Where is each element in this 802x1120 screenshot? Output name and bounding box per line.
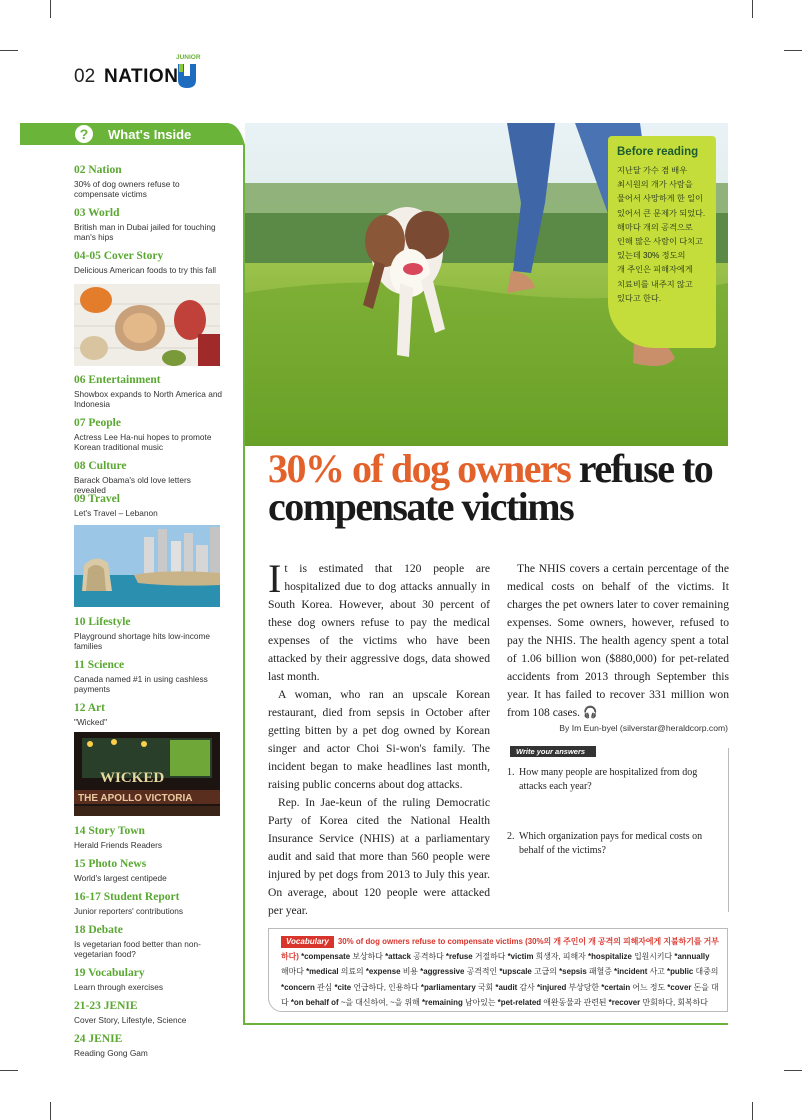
toc-item[interactable]: 06 Entertainment Showbox expands to North America and Indonesia xyxy=(74,374,223,409)
question-item: 2. Which organization pays for medical costs on behalf of the victims? xyxy=(507,831,703,856)
toc-item[interactable]: 21-23 JENIE Cover Story, Lifestyle, Science xyxy=(74,1000,187,1025)
toc-item[interactable]: 03 World British man in Dubai jailed for touching man's hips xyxy=(74,207,216,242)
before-reading-text: 지난달 가수 겸 배우 최시원의 개가 사람을 물어서 사망하게 한 일이 있어서 큰 문제가 되었다. 해마다 개의 공격으로 인해 많은 사람이 다치고 있는데 30% 정도의 개 주인은 피해자에게 치료비를 내주지 않고 있다고 한다. xyxy=(617,166,706,303)
vocab-entry: *victim 희생자, 피해자 xyxy=(507,952,586,962)
toc-item[interactable]: 18 Debate Is vegetarian food better than non-vegetarian food? xyxy=(74,924,201,959)
vocabulary-title: 30% of dog owners refuse to compensate victims xyxy=(337,937,523,946)
crop-mark xyxy=(0,1070,18,1071)
vocab-entry: *certain 어느 정도 xyxy=(601,982,666,992)
vocab-entry: *pet-related 애완동물과 관련된 xyxy=(497,997,607,1007)
svg-text:WICKED: WICKED xyxy=(100,770,165,786)
vocab-entry: *concern 관심 xyxy=(281,982,333,992)
before-reading-box xyxy=(608,136,716,348)
vocab-entry: *cover 돈을 대다 xyxy=(281,982,719,1007)
vocabulary-box: Vocabulary 30% of dog owners refuse to compensate victims (30%의 개 주인이 개 공격의 피해자에게 지불하기를 거부하다) *compensate 보상하다 *attack 공격하다 *refuse 거절하다 *victim 희생자, 피해자 *hospitalize 입원시키다 *annually 해마다 *medical 의료의 *expense 비용 *aggressive 공격적인 *upscale 고급의 *sepsis 패혈증 *incident 사고 *public 대중의 *concern 관심 *cite 언급하다, 인용하다 *parliamentary 국회 *audit 감사 *injured 부상당한 *certain 어느 정도 *cover 돈을 대다 *on behalf of ~을 대신하여, ~을 위해 *remaining 남아있는 *pet-related 애완동물과 관련된 *recover 만회하다, 회복하다 xyxy=(268,928,728,1012)
toc-item[interactable]: 08 Culture Barack Obama's old love letters revealed xyxy=(74,460,191,495)
lebanon-thumbnail xyxy=(74,525,220,607)
crop-mark xyxy=(752,1102,753,1120)
crop-mark xyxy=(50,0,51,18)
toc-item[interactable]: 15 Photo News World's largest centipede xyxy=(74,858,167,883)
vocab-entry: *sepsis 패혈증 xyxy=(559,967,612,977)
food-thumbnail xyxy=(74,284,220,366)
before-reading-heading: Before reading xyxy=(617,146,699,158)
article-headline: 30% of dog owners refuse to compensate victims xyxy=(268,446,713,529)
write-answers-label: Write your answers xyxy=(510,746,596,757)
vocab-entry: *cite 언급하다, 인용하다 xyxy=(334,982,419,992)
junior-logo xyxy=(170,50,204,92)
vocab-entry: *upscale 고급의 xyxy=(499,967,557,977)
vocabulary-label: Vocabulary xyxy=(281,936,334,948)
vocab-entry: *recover 만회하다, 회복하다 xyxy=(608,997,708,1007)
toc-item[interactable]: 24 JENIE Reading Gong Gam xyxy=(74,1033,148,1058)
toc-item[interactable]: 16-17 Student Report Junior reporters' contributions xyxy=(74,891,184,916)
paragraph-4: The NHIS covers a certain percentage of the medical costs on behalf of the victims. It charges the pet owners later to cover remaining expenses. Some owners, however, refused to pay the NHIS. The health agency spent a total of 1.06 billion won ($880,000) for pet-related accidents from 2013 through September this year. It has failed to recover 331 million won from 108 cases. 🎧 xyxy=(507,562,729,719)
toc-item[interactable]: 14 Story Town Herald Friends Readers xyxy=(74,825,163,850)
vocab-entry: *on behalf of ~을 대신하여, ~을 위해 xyxy=(290,997,420,1007)
vocab-entry: *medical 의료의 xyxy=(306,967,364,977)
sidebar-tab-shape xyxy=(215,123,245,145)
vocab-entry: *annually 해마다 xyxy=(281,952,710,977)
vocab-entry: *refuse 거절하다 xyxy=(445,952,506,962)
crop-mark xyxy=(784,50,802,51)
vocab-entry: *attack 공격하다 xyxy=(385,952,444,962)
vocab-entry: *parliamentary 국회 xyxy=(420,982,494,992)
vocab-entry: *remaining 남아있는 xyxy=(421,997,496,1007)
vocab-entry: *audit 감사 xyxy=(495,982,535,992)
vocab-entry: *hospitalize 입원시키다 xyxy=(588,952,673,962)
toc-item[interactable]: 10 Lifestyle Playground shortage hits low-income families xyxy=(74,616,211,651)
paragraph-2: A woman, who ran an upscale Korean restaurant, died from sepsis in October after getting bitten by a pet dog owned by Korean singer and actor Choi Si-won's family. The incident began to make headlines last month, raising public concerns about dog attacks. xyxy=(268,688,490,791)
toc-item[interactable]: 04-05 Cover Story Delicious American foods to try this fall xyxy=(74,250,217,275)
question-item: 1. How many people are hospitalized from dog attacks each year? xyxy=(507,767,698,792)
green-divider-bottom xyxy=(243,1023,728,1025)
toc-item[interactable]: 02 Nation 30% of dog owners refuse to compensate victims xyxy=(74,164,180,199)
vocab-entry: *compensate 보상하다 xyxy=(301,952,383,962)
toc-item[interactable]: 07 People Actress Lee Ha-nui hopes to promote Korean traditional music xyxy=(74,417,212,452)
vocab-entry: *public 대중의 xyxy=(667,967,719,977)
section-title: NATION xyxy=(104,66,179,87)
crop-mark xyxy=(752,0,753,18)
svg-text:THE APOLLO VICTORIA: THE APOLLO VICTORIA xyxy=(78,793,193,804)
question-icon: ? xyxy=(75,125,93,143)
crop-mark xyxy=(50,1102,51,1120)
toc-item[interactable]: 11 Science Canada named #1 in using cashless payments xyxy=(74,659,208,694)
paragraph-1: It is estimated that 120 people are hospitalized due to dog attacks annually in South Korea. However, about 30 percent of these dog owners refuse to pay the medical expenses of the victims who have been attacked by their aggressive dogs, data showed last month. xyxy=(268,556,490,683)
drop-cap: I xyxy=(268,556,282,601)
crop-mark xyxy=(0,50,18,51)
article-column-2 xyxy=(507,560,729,722)
toc-item[interactable]: 09 Travel Let's Travel – Lebanon xyxy=(74,493,158,518)
page-number: 02 xyxy=(74,66,96,87)
sidebar-title: What's Inside xyxy=(108,127,192,142)
paragraph-3: Rep. In Jae-keun of the ruling Democratic Party of Korea cited the National Health Insurance Service (NHIS) at a parliamentary audit and said that more than 560 people were injured by pet dogs from 2013 to July this year. On average, about 120 people were attacked per year. xyxy=(268,796,490,917)
toc-item[interactable]: 12 Art "Wicked" xyxy=(74,702,108,727)
byline: By Im Eun-byel (silverstar@heraldcorp.com) xyxy=(559,723,728,733)
vocab-entry: *expense 비용 xyxy=(365,967,418,977)
article-column-1 xyxy=(268,556,490,920)
svg-text:JUNIOR: JUNIOR xyxy=(176,54,201,61)
toc-item[interactable]: 19 Vocabulary Learn through exercises xyxy=(74,967,164,992)
wicked-thumbnail xyxy=(74,732,220,816)
headphone-icon: 🎧 xyxy=(583,706,598,719)
vocab-entry: *aggressive 공격적인 xyxy=(420,967,498,977)
vocab-entry: *injured 부상당한 xyxy=(536,982,600,992)
crop-mark xyxy=(784,1070,802,1071)
vocab-entry: *incident 사고 xyxy=(614,967,665,977)
